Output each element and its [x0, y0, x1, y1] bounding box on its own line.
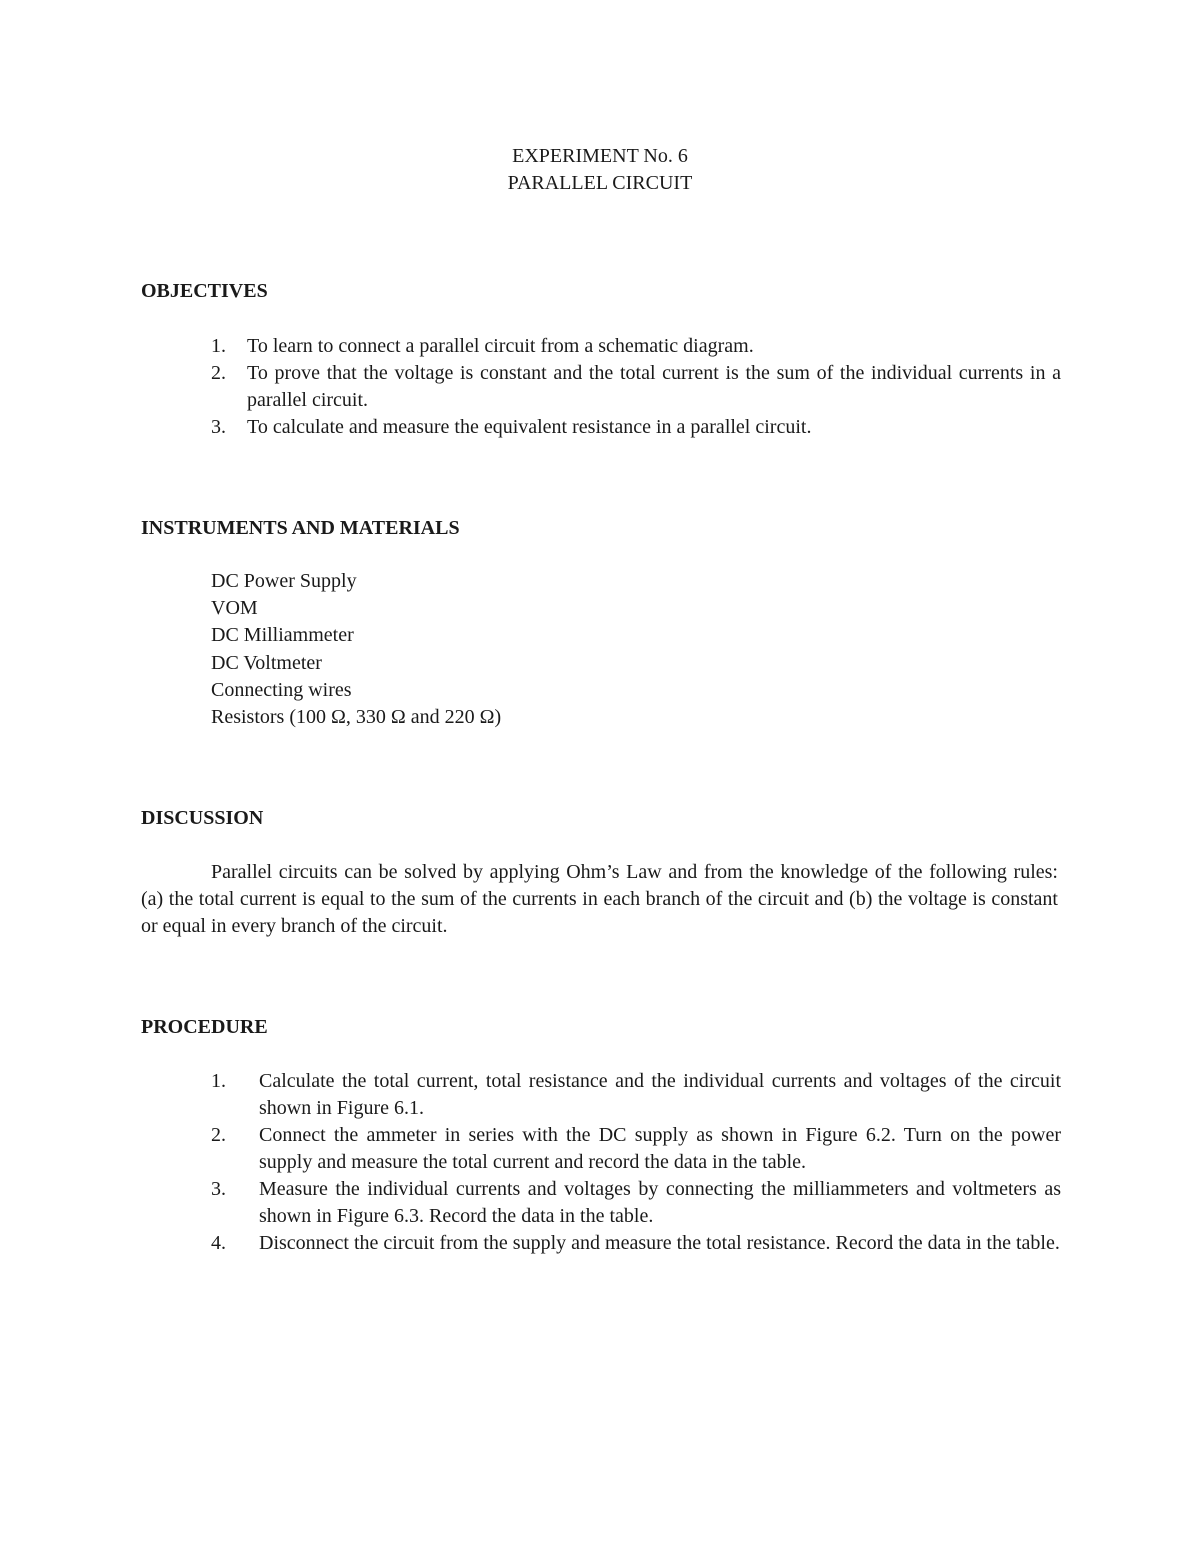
- material-item: Resistors (100 Ω, 330 Ω and 220 Ω): [211, 706, 502, 729]
- list-text: To calculate and measure the equivalent resistance in a parallel circuit.: [247, 416, 812, 438]
- discussion-heading: DISCUSSION: [141, 807, 264, 829]
- list-text: Connect the ammeter in series with the DC supply as shown in Figure 6.2. Turn on the power supply and measure the total current and record the data in the table.: [259, 1124, 1061, 1173]
- procedure-heading: PROCEDURE: [141, 1016, 268, 1038]
- material-item: DC Milliammeter: [211, 624, 354, 647]
- list-number: 3.: [211, 1178, 226, 1200]
- material-item: Connecting wires: [211, 678, 352, 701]
- list-number: 2.: [211, 1124, 226, 1146]
- list-number: 1.: [211, 335, 226, 357]
- list-number: 3.: [211, 416, 226, 438]
- list-item: [141, 1068, 1061, 1122]
- list-item: [141, 333, 1061, 360]
- list-number: 4.: [211, 1232, 226, 1254]
- objectives-heading: OBJECTIVES: [141, 280, 268, 302]
- material-item: DC Power Supply: [211, 570, 357, 592]
- objectives-list: [141, 333, 1061, 441]
- list-text: To learn to connect a parallel circuit from a schematic diagram.: [247, 335, 754, 357]
- materials-list: [211, 568, 501, 731]
- list-item: [141, 414, 1061, 441]
- experiment-title: PARALLEL CIRCUIT: [507, 172, 693, 194]
- experiment-number: EXPERIMENT No. 6: [512, 145, 688, 167]
- material-item: VOM: [211, 597, 258, 620]
- list-item: [141, 1176, 1061, 1230]
- list-number: 2.: [211, 362, 226, 384]
- list-item: [141, 1230, 1061, 1257]
- list-number: 1.: [211, 1070, 226, 1092]
- list-text: Disconnect the circuit from the supply and measure the total resistance. Record the data in the table.: [259, 1232, 1060, 1254]
- list-text: To prove that the voltage is constant and the total current is the sum of the individual currents in a parallel circuit.: [247, 362, 1061, 411]
- list-item: [141, 360, 1061, 414]
- list-text: Calculate the total current, total resistance and the individual currents and voltages of the circuit shown in Figure 6.1.: [259, 1070, 1061, 1119]
- list-item: [141, 1122, 1061, 1176]
- material-item: DC Voltmeter: [211, 651, 322, 674]
- list-text: Measure the individual currents and voltages by connecting the milliammeters and voltmeters as shown in Figure 6.3. Record the data in the table.: [259, 1178, 1061, 1227]
- procedure-list: [141, 1068, 1061, 1257]
- materials-heading: INSTRUMENTS AND MATERIALS: [141, 517, 460, 539]
- document-title: [0, 143, 1200, 197]
- discussion-paragraph: Parallel circuits can be solved by applying Ohm’s Law and from the knowledge of the following rules: (a) the total current is equal to the sum of the currents in each branch of the circuit and (b) the voltage is constant or equal in every branch of the circuit.: [141, 861, 1058, 937]
